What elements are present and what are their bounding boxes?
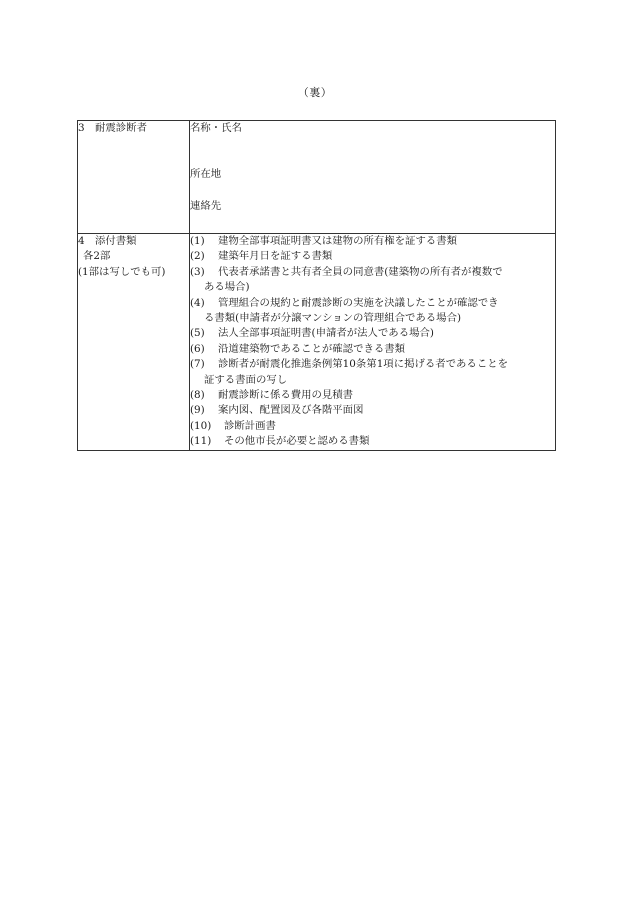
attachment-item-continuation: 証する書面の写し xyxy=(204,373,288,386)
attachment-item xyxy=(190,265,555,296)
attachment-item-continuation: ある場合) xyxy=(204,281,250,294)
attachment-item-number: (11) xyxy=(190,435,212,448)
attachment-item xyxy=(190,434,555,449)
attachment-item xyxy=(190,296,555,327)
attachment-item-number: (6) xyxy=(190,342,205,355)
page-heading: （裏） xyxy=(297,86,333,99)
attachments-copies: 各2部 xyxy=(83,250,111,263)
attachment-item-text: その他市長が必要と認める書類 xyxy=(224,435,370,448)
attachment-item-number: (4) xyxy=(190,296,205,309)
diagnostician-section-title: 耐震診断者 xyxy=(95,122,147,134)
attachment-item-text: 耐震診断に係る費用の見積書 xyxy=(218,389,354,402)
attachment-item xyxy=(190,249,555,264)
attachment-item-number: (7) xyxy=(190,358,205,371)
attachments-section-title: 添付書類 xyxy=(95,235,137,247)
attachment-item-text: 案内図、配置図及び各階平面図 xyxy=(218,404,364,417)
attachment-item xyxy=(190,326,555,341)
attachment-item-continuation: る書類(申請者が分譲マンションの管理組合である場合) xyxy=(204,312,462,325)
attachment-item xyxy=(190,234,555,249)
attachment-item-number: (10) xyxy=(190,419,212,432)
attachment-item-text: 診断計画書 xyxy=(224,419,276,432)
attachment-item xyxy=(190,388,555,403)
attachment-item-text: 沿道建築物であることが確認できる書類 xyxy=(218,342,406,355)
diagnostician-row xyxy=(78,121,556,234)
address-field-label: 所在地 xyxy=(190,168,222,181)
attachments-section-label xyxy=(78,234,189,249)
attachment-item xyxy=(190,357,555,388)
attachments-copy-note: (1部は写しでも可) xyxy=(78,265,166,278)
attachments-section-number: 4 xyxy=(78,235,85,247)
diagnostician-section-label xyxy=(78,121,189,136)
diagnostician-label-cell xyxy=(78,121,190,234)
attachments-value-cell xyxy=(190,234,556,451)
attachments-row xyxy=(78,234,556,451)
attachment-item-number: (5) xyxy=(190,327,205,340)
attachment-item-text: 建築年月日を証する書類 xyxy=(218,250,333,263)
attachment-item-text: 管理組合の規約と耐震診断の実施を決議したことが確認でき xyxy=(218,296,499,309)
attachment-item-number: (8) xyxy=(190,389,205,402)
diagnostician-value-cell xyxy=(190,121,556,234)
attachment-item-number: (2) xyxy=(190,250,205,263)
attachment-item-number: (9) xyxy=(190,404,205,417)
attachment-item-text: 診断者が耐震化推進条例第10条第1項に掲げる者であることを xyxy=(218,358,508,371)
application-form-table xyxy=(77,120,556,451)
contact-field-label: 連絡先 xyxy=(190,199,222,212)
attachment-item-text: 代表者承諾書と共有者全員の同意書(建築物の所有者が複数で xyxy=(218,265,503,278)
name-field-label: 名称・氏名 xyxy=(190,122,242,134)
attachment-item xyxy=(190,419,555,434)
attachment-item xyxy=(190,403,555,418)
attachment-list xyxy=(190,234,555,450)
attachments-label-cell xyxy=(78,234,190,451)
diagnostician-section-number: 3 xyxy=(78,122,85,134)
attachment-item xyxy=(190,342,555,357)
attachment-item-number: (3) xyxy=(190,265,205,278)
attachment-item-text: 法人全部事項証明書(申請者が法人である場合) xyxy=(218,327,434,340)
attachment-item-text: 建物全部事項証明書又は建物の所有権を証する書類 xyxy=(218,235,457,247)
attachment-item-number: (1) xyxy=(190,235,205,247)
